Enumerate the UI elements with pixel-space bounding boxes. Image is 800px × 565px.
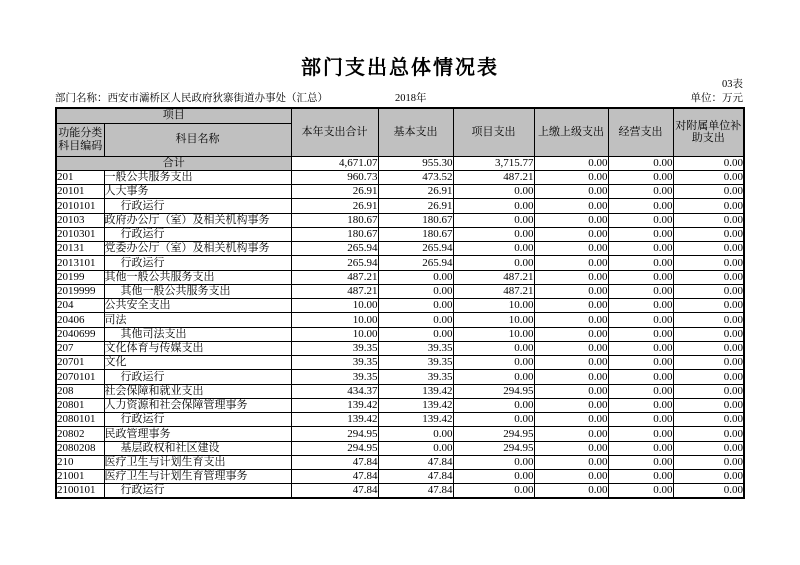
value-cell: 0.00 xyxy=(673,242,744,256)
value-cell: 294.95 xyxy=(291,427,378,441)
value-cell: 39.35 xyxy=(378,356,453,370)
value-cell: 473.52 xyxy=(378,170,453,184)
value-cell: 26.91 xyxy=(291,199,378,213)
value-cell: 0.00 xyxy=(673,227,744,241)
table-row xyxy=(56,213,744,227)
value-cell: 139.42 xyxy=(291,413,378,427)
value-cell: 955.30 xyxy=(378,156,453,170)
value-cell: 487.21 xyxy=(291,270,378,284)
value-cell: 265.94 xyxy=(378,256,453,270)
value-cell: 0.00 xyxy=(534,470,608,484)
value-cell: 0.00 xyxy=(534,370,608,384)
value-cell: 0.00 xyxy=(673,284,744,298)
value-cell: 10.00 xyxy=(291,313,378,327)
value-cell: 294.95 xyxy=(291,441,378,455)
value-cell: 0.00 xyxy=(534,356,608,370)
value-cell: 0.00 xyxy=(673,213,744,227)
value-cell: 0.00 xyxy=(673,199,744,213)
header-col-upper: 上缴上级支出 xyxy=(534,108,608,156)
value-cell: 47.84 xyxy=(291,470,378,484)
table-row xyxy=(56,313,744,327)
value-cell: 3,715.77 xyxy=(453,156,534,170)
value-cell: 0.00 xyxy=(673,327,744,341)
value-cell: 0.00 xyxy=(453,484,534,498)
subject-name-cell: 文化体育与传媒支出 xyxy=(104,341,291,355)
table-row xyxy=(56,327,744,341)
value-cell: 0.00 xyxy=(378,327,453,341)
value-cell: 39.35 xyxy=(378,341,453,355)
subject-name-cell: 民政管理事务 xyxy=(104,427,291,441)
value-cell: 10.00 xyxy=(291,327,378,341)
subject-name-cell: 社会保障和就业支出 xyxy=(104,384,291,398)
header-subject: 科目名称 xyxy=(104,123,291,156)
subject-name-cell: 政府办公厅（室）及相关机构事务 xyxy=(104,213,291,227)
value-cell: 0.00 xyxy=(453,398,534,412)
value-cell: 0.00 xyxy=(608,242,673,256)
value-cell: 294.95 xyxy=(453,441,534,455)
value-cell: 0.00 xyxy=(608,441,673,455)
header-col-basic: 基本支出 xyxy=(378,108,453,156)
value-cell: 0.00 xyxy=(673,370,744,384)
code-cell: 21001 xyxy=(56,470,104,484)
value-cell: 0.00 xyxy=(453,370,534,384)
value-cell: 0.00 xyxy=(673,313,744,327)
value-cell: 0.00 xyxy=(608,413,673,427)
value-cell: 0.00 xyxy=(673,270,744,284)
value-cell: 0.00 xyxy=(608,427,673,441)
value-cell: 39.35 xyxy=(291,341,378,355)
value-cell: 0.00 xyxy=(453,356,534,370)
value-cell: 0.00 xyxy=(453,341,534,355)
subject-name-cell: 行政运行 xyxy=(104,370,291,384)
value-cell: 0.00 xyxy=(453,455,534,469)
value-cell: 487.21 xyxy=(453,284,534,298)
value-cell: 487.21 xyxy=(453,170,534,184)
code-cell: 2080101 xyxy=(56,413,104,427)
value-cell: 0.00 xyxy=(673,398,744,412)
header-col-subsidy: 对附属单位补助支出 xyxy=(673,108,744,156)
code-cell: 2080208 xyxy=(56,441,104,455)
subject-name-cell: 文化 xyxy=(104,356,291,370)
value-cell: 0.00 xyxy=(534,256,608,270)
value-cell: 0.00 xyxy=(534,413,608,427)
value-cell: 265.94 xyxy=(291,256,378,270)
value-cell: 0.00 xyxy=(673,484,744,498)
value-cell: 0.00 xyxy=(608,284,673,298)
code-cell: 210 xyxy=(56,455,104,469)
value-cell: 0.00 xyxy=(378,299,453,313)
code-cell: 207 xyxy=(56,341,104,355)
value-cell: 0.00 xyxy=(608,341,673,355)
value-cell: 0.00 xyxy=(534,299,608,313)
value-cell: 0.00 xyxy=(608,384,673,398)
subject-name-cell: 一般公共服务支出 xyxy=(104,170,291,184)
table-row xyxy=(56,470,744,484)
table-row xyxy=(56,356,744,370)
table-row xyxy=(56,242,744,256)
value-cell: 26.91 xyxy=(378,199,453,213)
table-row xyxy=(56,341,744,355)
subject-name-cell: 人力资源和社会保障管理事务 xyxy=(104,398,291,412)
fiscal-year: 2018年 xyxy=(395,93,427,104)
subject-name-cell: 基层政权和社区建设 xyxy=(104,441,291,455)
value-cell: 434.37 xyxy=(291,384,378,398)
code-cell: 20701 xyxy=(56,356,104,370)
code-cell: 20103 xyxy=(56,213,104,227)
value-cell: 0.00 xyxy=(453,470,534,484)
value-cell: 139.42 xyxy=(291,398,378,412)
value-cell: 0.00 xyxy=(673,356,744,370)
value-cell: 487.21 xyxy=(453,270,534,284)
table-row xyxy=(56,256,744,270)
value-cell: 0.00 xyxy=(608,455,673,469)
unit-label: 单位：万元 xyxy=(690,93,743,104)
value-cell: 0.00 xyxy=(673,413,744,427)
value-cell: 0.00 xyxy=(378,313,453,327)
value-cell: 0.00 xyxy=(453,199,534,213)
value-cell: 39.35 xyxy=(291,370,378,384)
code-cell: 2019999 xyxy=(56,284,104,298)
value-cell: 0.00 xyxy=(534,242,608,256)
value-cell: 4,671.07 xyxy=(291,156,378,170)
value-cell: 0.00 xyxy=(453,185,534,199)
table-row xyxy=(56,484,744,498)
code-cell: 20801 xyxy=(56,398,104,412)
subject-name-cell: 医疗卫生与计划生育管理事务 xyxy=(104,470,291,484)
value-cell: 0.00 xyxy=(673,156,744,170)
table-row xyxy=(56,441,744,455)
table-row xyxy=(56,170,744,184)
value-cell: 0.00 xyxy=(534,185,608,199)
value-cell: 0.00 xyxy=(608,185,673,199)
table-row xyxy=(56,370,744,384)
value-cell: 0.00 xyxy=(534,484,608,498)
subject-name-cell: 公共安全支出 xyxy=(104,299,291,313)
header-code xyxy=(56,123,104,156)
table-row xyxy=(56,270,744,284)
value-cell: 0.00 xyxy=(608,199,673,213)
header-col-project-exp: 项目支出 xyxy=(453,108,534,156)
page-title: 部门支出总体情况表 xyxy=(301,57,499,79)
value-cell: 0.00 xyxy=(453,213,534,227)
value-cell: 180.67 xyxy=(291,213,378,227)
value-cell: 0.00 xyxy=(534,284,608,298)
subject-name-cell: 医疗卫生与计划生育支出 xyxy=(104,455,291,469)
value-cell: 265.94 xyxy=(291,242,378,256)
value-cell: 0.00 xyxy=(534,427,608,441)
value-cell: 0.00 xyxy=(608,370,673,384)
value-cell: 0.00 xyxy=(534,170,608,184)
value-cell: 294.95 xyxy=(453,427,534,441)
subject-name-cell: 行政运行 xyxy=(104,413,291,427)
value-cell: 0.00 xyxy=(608,327,673,341)
code-cell: 20101 xyxy=(56,185,104,199)
header-row-1 xyxy=(56,108,744,123)
subject-name-cell: 行政运行 xyxy=(104,199,291,213)
value-cell: 0.00 xyxy=(673,170,744,184)
value-cell: 39.35 xyxy=(378,370,453,384)
subject-name-cell: 行政运行 xyxy=(104,256,291,270)
value-cell: 0.00 xyxy=(453,227,534,241)
header-code-line1: 功能分类 xyxy=(58,126,103,139)
value-cell: 0.00 xyxy=(608,213,673,227)
value-cell: 265.94 xyxy=(378,242,453,256)
code-cell: 2100101 xyxy=(56,484,104,498)
value-cell: 0.00 xyxy=(673,299,744,313)
value-cell: 0.00 xyxy=(534,455,608,469)
table-row xyxy=(56,427,744,441)
value-cell: 0.00 xyxy=(608,156,673,170)
code-cell: 204 xyxy=(56,299,104,313)
code-cell: 20131 xyxy=(56,242,104,256)
table-row xyxy=(56,299,744,313)
value-cell: 139.42 xyxy=(378,413,453,427)
table-row xyxy=(56,455,744,469)
header-project: 项目 xyxy=(56,108,291,123)
table-body xyxy=(56,156,744,498)
code-cell: 2010301 xyxy=(56,227,104,241)
table-row xyxy=(56,384,744,398)
value-cell: 10.00 xyxy=(291,299,378,313)
value-cell: 0.00 xyxy=(673,427,744,441)
value-cell: 180.67 xyxy=(378,227,453,241)
value-cell: 0.00 xyxy=(534,156,608,170)
value-cell: 0.00 xyxy=(378,441,453,455)
subject-name-cell: 其他司法支出 xyxy=(104,327,291,341)
value-cell: 180.67 xyxy=(378,213,453,227)
value-cell: 0.00 xyxy=(608,270,673,284)
subject-name-cell: 党委办公厅（室）及相关机构事务 xyxy=(104,242,291,256)
table-row xyxy=(56,413,744,427)
value-cell: 10.00 xyxy=(453,299,534,313)
value-cell: 0.00 xyxy=(608,484,673,498)
value-cell: 0.00 xyxy=(378,270,453,284)
header-code-line2: 科目编码 xyxy=(58,139,103,152)
value-cell: 39.35 xyxy=(291,356,378,370)
subject-name-cell: 人大事务 xyxy=(104,185,291,199)
table-row xyxy=(56,398,744,412)
code-cell: 20199 xyxy=(56,270,104,284)
department-name: 部门名称：西安市灞桥区人民政府狄寨街道办事处（汇总） xyxy=(55,93,328,104)
expenditure-table xyxy=(55,107,745,499)
value-cell: 0.00 xyxy=(673,185,744,199)
value-cell: 0.00 xyxy=(608,227,673,241)
value-cell: 487.21 xyxy=(291,284,378,298)
subject-name-cell: 其他一般公共服务支出 xyxy=(104,284,291,298)
code-cell: 20406 xyxy=(56,313,104,327)
code-cell: 2070101 xyxy=(56,370,104,384)
value-cell: 0.00 xyxy=(608,256,673,270)
header-col-total: 本年支出合计 xyxy=(291,108,378,156)
subject-name-cell: 行政运行 xyxy=(104,227,291,241)
value-cell: 139.42 xyxy=(378,384,453,398)
value-cell: 0.00 xyxy=(608,398,673,412)
value-cell: 0.00 xyxy=(534,313,608,327)
value-cell: 0.00 xyxy=(534,227,608,241)
value-cell: 0.00 xyxy=(378,284,453,298)
code-cell: 201 xyxy=(56,170,104,184)
subject-name-cell: 司法 xyxy=(104,313,291,327)
value-cell: 0.00 xyxy=(378,427,453,441)
table-row xyxy=(56,185,744,199)
value-cell: 0.00 xyxy=(608,313,673,327)
table-row xyxy=(56,199,744,213)
value-cell: 0.00 xyxy=(608,356,673,370)
meta-line xyxy=(55,90,743,106)
value-cell: 47.84 xyxy=(291,484,378,498)
value-cell: 0.00 xyxy=(673,441,744,455)
value-cell: 0.00 xyxy=(453,242,534,256)
table-row xyxy=(56,284,744,298)
table-number: 03表 xyxy=(722,79,743,90)
value-cell: 139.42 xyxy=(378,398,453,412)
value-cell: 0.00 xyxy=(608,470,673,484)
table-row xyxy=(56,227,744,241)
subject-name-cell: 行政运行 xyxy=(104,484,291,498)
value-cell: 0.00 xyxy=(534,213,608,227)
subject-name-cell: 其他一般公共服务支出 xyxy=(104,270,291,284)
value-cell: 294.95 xyxy=(453,384,534,398)
value-cell: 0.00 xyxy=(453,256,534,270)
value-cell: 0.00 xyxy=(534,341,608,355)
value-cell: 26.91 xyxy=(291,185,378,199)
value-cell: 180.67 xyxy=(291,227,378,241)
value-cell: 0.00 xyxy=(673,341,744,355)
value-cell: 0.00 xyxy=(673,384,744,398)
value-cell: 47.84 xyxy=(378,484,453,498)
value-cell: 0.00 xyxy=(608,170,673,184)
value-cell: 0.00 xyxy=(534,327,608,341)
value-cell: 47.84 xyxy=(291,455,378,469)
value-cell: 0.00 xyxy=(608,299,673,313)
value-cell: 0.00 xyxy=(673,470,744,484)
value-cell: 0.00 xyxy=(534,398,608,412)
value-cell: 0.00 xyxy=(534,441,608,455)
code-cell: 2040699 xyxy=(56,327,104,341)
value-cell: 0.00 xyxy=(534,199,608,213)
code-cell: 2013101 xyxy=(56,256,104,270)
code-cell: 2010101 xyxy=(56,199,104,213)
value-cell: 960.73 xyxy=(291,170,378,184)
header-col-operating: 经营支出 xyxy=(608,108,673,156)
value-cell: 0.00 xyxy=(453,413,534,427)
value-cell: 0.00 xyxy=(534,384,608,398)
code-cell: 208 xyxy=(56,384,104,398)
table-header xyxy=(56,108,744,156)
value-cell: 10.00 xyxy=(453,313,534,327)
value-cell: 0.00 xyxy=(673,256,744,270)
value-cell: 0.00 xyxy=(673,455,744,469)
value-cell: 47.84 xyxy=(378,470,453,484)
value-cell: 26.91 xyxy=(378,185,453,199)
total-label-cell: 合计 xyxy=(56,156,291,170)
total-row xyxy=(56,156,744,170)
value-cell: 47.84 xyxy=(378,455,453,469)
value-cell: 10.00 xyxy=(453,327,534,341)
value-cell: 0.00 xyxy=(534,270,608,284)
code-cell: 20802 xyxy=(56,427,104,441)
